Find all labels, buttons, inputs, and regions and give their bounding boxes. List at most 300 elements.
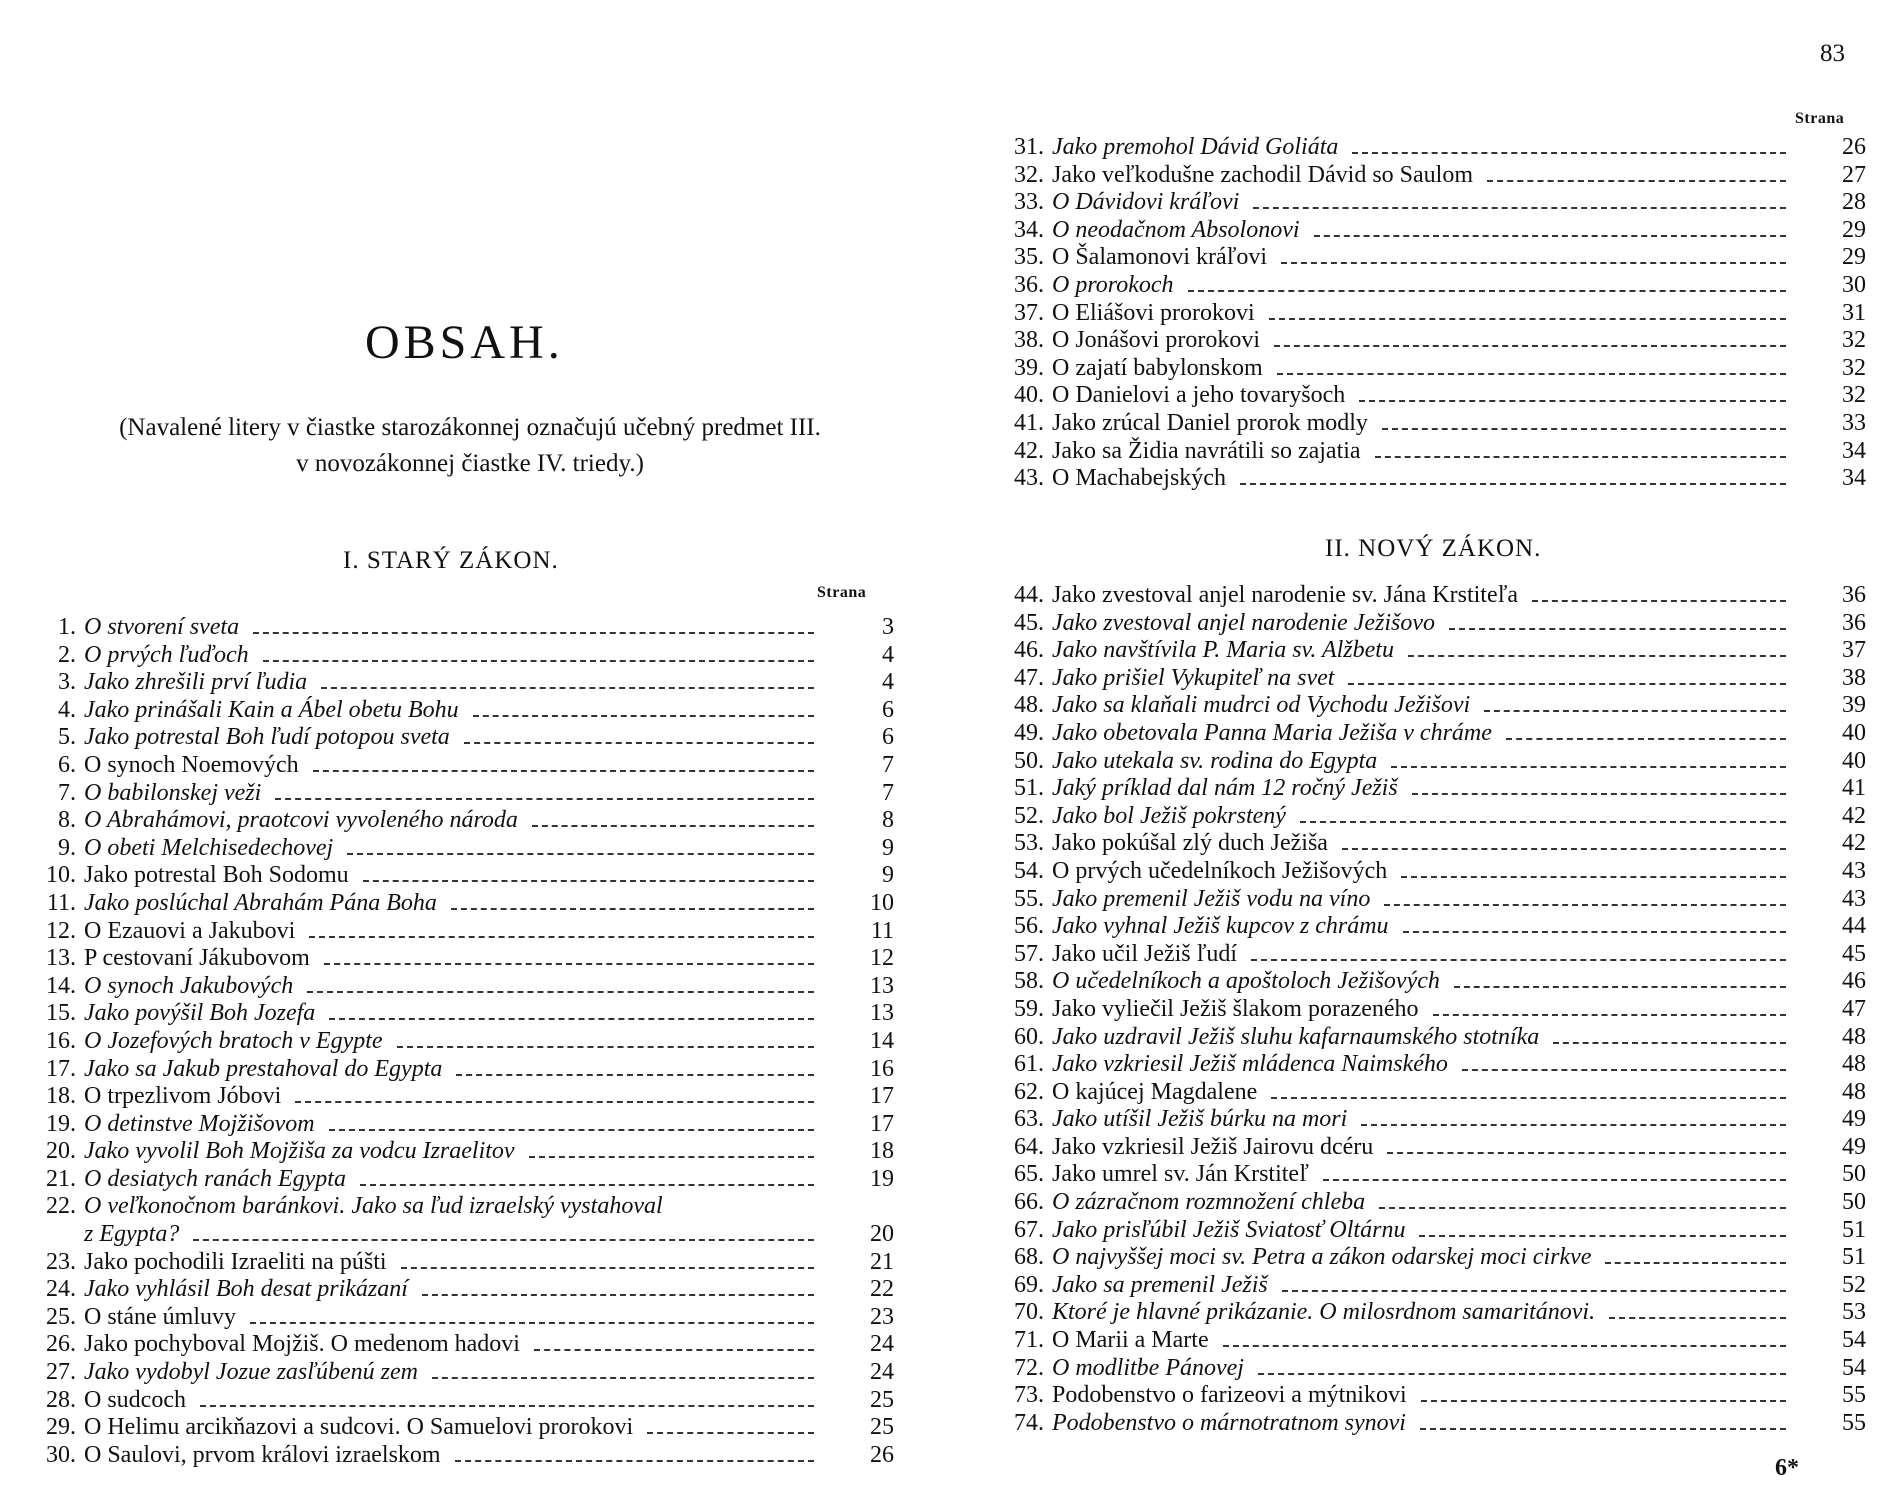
entry-title: O Jonášovi prorokovi (1052, 327, 1260, 354)
entry-title: O Jozefových bratoch v Egypte (84, 1027, 383, 1054)
toc-entry (26, 1111, 894, 1139)
entry-title: Jako učil Ježiš ľudí (1052, 940, 1238, 967)
entry-title: O najvyššej moci sv. Petra a zákon odarskej moci cirkve (1052, 1244, 1592, 1271)
entry-title: O veľkonočnom baránkovi. Jako sa ľud izraelský vystahoval (84, 1193, 663, 1220)
entry-page-number: 50 (1842, 1189, 1866, 1216)
dot-leader (1391, 766, 1786, 768)
toc-entry (994, 968, 1866, 996)
entry-page-number: 43 (1842, 885, 1866, 912)
toc-entry (26, 973, 894, 1001)
toc-entry (26, 1276, 894, 1304)
entry-page-number: 17 (870, 1110, 894, 1137)
entry-title: O prvých ľuďoch (84, 641, 249, 668)
entry-page-number: 44 (1842, 913, 1866, 940)
toc-entry (994, 720, 1866, 748)
entry-page-number: 43 (1842, 857, 1866, 884)
toc-entry (994, 438, 1866, 466)
dot-leader (1361, 1124, 1786, 1126)
entry-page-number: 46 (1842, 968, 1866, 995)
entry-number: 7. (58, 779, 76, 806)
toc-entry (994, 272, 1866, 300)
entry-page-number: 54 (1842, 1354, 1866, 1381)
dot-leader (1258, 1373, 1786, 1375)
dot-leader (1401, 876, 1786, 878)
entry-number: 19. (46, 1110, 76, 1137)
toc-entry (994, 355, 1866, 383)
toc-entry (26, 1083, 894, 1111)
section-heading-old-testament: I. STARÝ ZÁKON. (343, 547, 559, 574)
dot-leader (193, 1239, 814, 1241)
dot-leader (464, 742, 814, 744)
toc-entry (26, 890, 894, 918)
toc-list-old-testament-part1 (26, 614, 894, 1469)
dot-leader (347, 853, 814, 855)
toc-entry (994, 1382, 1866, 1410)
entry-page-number: 14 (870, 1027, 894, 1054)
entry-number: 51. (1014, 775, 1044, 802)
dot-leader (250, 1322, 814, 1324)
dot-leader (1382, 428, 1786, 430)
dot-leader (1609, 1317, 1786, 1319)
entry-number: 68. (1014, 1244, 1044, 1271)
entry-number: 62. (1014, 1078, 1044, 1105)
dot-leader (401, 1267, 814, 1269)
entry-title: Jako premohol Dávid Goliáta (1052, 134, 1339, 160)
entry-page-number: 22 (870, 1276, 894, 1303)
dot-leader (1277, 373, 1786, 375)
entry-title: Jako umrel sv. Ján Krstiteľ (1052, 1161, 1309, 1188)
entry-number: 63. (1014, 1106, 1044, 1133)
toc-entry (994, 1051, 1866, 1079)
entry-title: O Dávidovi kráľovi (1052, 189, 1240, 216)
dot-leader (1314, 235, 1786, 237)
dot-leader (307, 991, 814, 993)
toc-entry (26, 642, 894, 670)
entry-number: 70. (1014, 1299, 1044, 1326)
toc-entry (26, 1304, 894, 1332)
toc-entry (26, 669, 894, 697)
entry-number: 38. (1014, 327, 1044, 354)
entry-title: Jako uzdravil Ježiš sluhu kafarnaumského stotníka (1052, 1023, 1540, 1050)
dot-leader (1433, 1014, 1786, 1016)
dot-leader (432, 1377, 814, 1379)
entry-page-number: 18 (870, 1138, 894, 1165)
entry-title: O Ezauovi a Jakubovi (84, 917, 296, 944)
entry-page-number: 36 (1842, 582, 1866, 608)
toc-entry (994, 748, 1866, 776)
entry-page-number: 16 (870, 1055, 894, 1082)
entry-title: O Machabejských (1052, 465, 1226, 492)
dot-leader (456, 1074, 814, 1076)
entry-title: Jako prišiel Vykupiteľ na svet (1052, 664, 1335, 691)
toc-entry (26, 614, 894, 642)
entry-page-number: 30 (1842, 271, 1866, 298)
entry-page-number: 38 (1842, 664, 1866, 691)
entry-page-number: 48 (1842, 1051, 1866, 1078)
entry-page-number: 29 (1842, 244, 1866, 271)
entry-page-number: 40 (1842, 719, 1866, 746)
entry-title: Jako vzkriesil Ježiš mládenca Naimského (1052, 1051, 1448, 1078)
entry-number: 49. (1014, 719, 1044, 746)
dot-leader (309, 936, 814, 938)
entry-title: Jako povýšil Boh Jozefa (84, 1000, 316, 1027)
entry-title: Podobenstvo o márnotratnom synovi (1052, 1409, 1406, 1436)
entry-number: 25. (46, 1303, 76, 1330)
toc-entry (994, 1024, 1866, 1052)
entry-page-number: 48 (1842, 1023, 1866, 1050)
entry-page-number: 40 (1842, 747, 1866, 774)
dot-leader (1375, 456, 1786, 458)
entry-number: 56. (1014, 913, 1044, 940)
entry-number: 72. (1014, 1354, 1044, 1381)
entry-number: 12. (46, 917, 76, 944)
entry-page-number: 6 (882, 724, 894, 751)
entry-title: Jako utíšil Ježiš búrku na mori (1052, 1106, 1348, 1133)
entry-number: 59. (1014, 995, 1044, 1022)
entry-title: Jaký príklad dal nám 12 ročný Ježiš (1052, 775, 1398, 802)
entry-number: 18. (46, 1083, 76, 1110)
entry-number: 36. (1014, 271, 1044, 298)
dot-leader (1420, 1428, 1786, 1430)
entry-number: 52. (1014, 802, 1044, 829)
entry-title: O synoch Jakubových (84, 972, 294, 999)
toc-entry (26, 780, 894, 808)
dot-leader (455, 1460, 814, 1462)
toc-list-old-testament-part2 (994, 134, 1866, 493)
entry-page-number: 4 (882, 641, 894, 668)
entry-number: 44. (1014, 582, 1044, 608)
dot-leader (1384, 904, 1786, 906)
entry-title: O prvých učedelníkoch Ježišových (1052, 857, 1388, 884)
entry-title: O stvorení sveta (84, 614, 240, 640)
entry-number: 67. (1014, 1216, 1044, 1243)
entry-number: 57. (1014, 940, 1044, 967)
entry-number: 6. (58, 751, 76, 778)
entry-number: 13. (46, 945, 76, 972)
page-column-label: Strana (1795, 110, 1845, 127)
toc-entry (26, 697, 894, 725)
entry-title: Podobenstvo o farizeovi a mýtnikovi (1052, 1382, 1407, 1409)
entry-number: 71. (1014, 1327, 1044, 1354)
entry-title: Jako utekala sv. rodina do Egypta (1052, 747, 1378, 774)
toc-entry (26, 1414, 894, 1442)
dot-leader (363, 880, 814, 882)
entry-number: 66. (1014, 1189, 1044, 1216)
dot-leader (275, 798, 814, 800)
toc-entry (994, 1410, 1866, 1438)
note (30, 410, 910, 482)
entry-number: 46. (1014, 637, 1044, 664)
toc-entry (994, 582, 1866, 610)
toc-entry (26, 1221, 894, 1249)
entry-title: O zázračnom rozmnožení chleba (1052, 1189, 1366, 1216)
entry-title: O kajúcej Magdalene (1052, 1078, 1258, 1105)
entry-title: O obeti Melchisedechovej (84, 834, 334, 861)
entry-page-number: 53 (1842, 1299, 1866, 1326)
dot-leader (1408, 655, 1786, 657)
entry-title: Jako zhrešili prví ľudia (84, 669, 308, 696)
toc-entry (994, 300, 1866, 328)
entry-number: 32. (1014, 161, 1044, 188)
entry-page-number: 42 (1842, 830, 1866, 857)
entry-page-number: 24 (870, 1331, 894, 1358)
entry-page-number: 7 (882, 751, 894, 778)
entry-title: O zajatí babylonskom (1052, 354, 1263, 381)
toc-entry (26, 724, 894, 752)
entry-number: 4. (58, 696, 76, 723)
entry-page-number: 45 (1842, 940, 1866, 967)
toc-entry (26, 807, 894, 835)
entry-number: 23. (46, 1248, 76, 1275)
entry-title: Jako zvestoval anjel narodenie sv. Jána Krstiteľa (1052, 582, 1519, 608)
toc-entry (994, 1161, 1866, 1189)
entry-title: P cestovaní Jákubovom (84, 945, 310, 972)
entry-page-number: 26 (870, 1441, 894, 1468)
entry-page-number: 32 (1842, 327, 1866, 354)
entry-number: 10. (46, 862, 76, 889)
toc-entry (994, 465, 1866, 493)
toc-entry (994, 803, 1866, 831)
dot-leader (1253, 207, 1786, 209)
entry-title: Jako vzkriesil Ježiš Jairovu dcéru (1052, 1133, 1374, 1160)
entry-page-number: 11 (870, 917, 894, 944)
entry-page-number: 25 (870, 1414, 894, 1441)
entry-number: 3. (58, 669, 76, 696)
entry-page-number: 27 (1842, 161, 1866, 188)
entry-title: Jako pochyboval Mojžiš. O medenom hadovi (84, 1331, 520, 1358)
entry-number: 20. (46, 1138, 76, 1165)
dot-leader (1300, 821, 1786, 823)
entry-title: Jako vyhlásil Boh desat prikázaní (84, 1276, 408, 1303)
toc-entry (994, 217, 1866, 245)
entry-page-number: 34 (1842, 437, 1866, 464)
entry-title: O synoch Noemových (84, 751, 299, 778)
entry-number: 74. (1014, 1409, 1044, 1436)
entry-title: O Marii a Marte (1052, 1327, 1209, 1354)
dot-leader (1379, 1207, 1786, 1209)
entry-page-number: 55 (1842, 1409, 1866, 1436)
entry-number: 9. (58, 834, 76, 861)
entry-title: Jako sa Jakub prestahoval do Egypta (84, 1055, 443, 1082)
entry-number: 8. (58, 807, 76, 834)
entry-title: O modlitbe Pánovej (1052, 1354, 1244, 1381)
entry-number: 2. (58, 641, 76, 668)
entry-title: Jako vyvolil Boh Mojžiša za vodcu Izraelitov (84, 1138, 515, 1165)
entry-title: O sudcoch (84, 1386, 186, 1413)
entry-page-number: 6 (882, 696, 894, 723)
dot-leader (1348, 683, 1786, 685)
toc-entry (994, 1244, 1866, 1272)
entry-title: O Helimu arcikňazovi a sudcovi. O Samuelovi prorokovi (84, 1414, 634, 1441)
entry-page-number: 54 (1842, 1327, 1866, 1354)
entry-page-number: 12 (870, 945, 894, 972)
entry-page-number: 25 (870, 1386, 894, 1413)
entry-title: O prorokoch (1052, 271, 1174, 298)
toc-entry (26, 862, 894, 890)
entry-title: O stáne úmluvy (84, 1303, 236, 1330)
dot-leader (1403, 931, 1786, 933)
dot-leader (1251, 959, 1786, 961)
dot-leader (1419, 1235, 1786, 1237)
toc-entry (994, 327, 1866, 355)
toc-entry (994, 610, 1866, 638)
dot-leader (313, 770, 814, 772)
dot-leader (324, 963, 814, 965)
dot-leader (647, 1432, 814, 1434)
toc-entry (26, 1387, 894, 1415)
entry-number: 64. (1014, 1133, 1044, 1160)
entry-title: O desiatych ranách Egypta (84, 1165, 346, 1192)
entry-number: 29. (46, 1414, 76, 1441)
entry-title: O Eliášovi prorokovi (1052, 299, 1255, 326)
dot-leader (1359, 400, 1786, 402)
toc-entry (994, 665, 1866, 693)
entry-title: Jako pokúšal zlý duch Ježiša (1052, 830, 1328, 857)
dot-leader (1323, 1179, 1786, 1181)
note-line-2: v novozákonnej čiastke IV. triedy.) (296, 450, 644, 477)
entry-number: 15. (46, 1000, 76, 1027)
dot-leader (360, 1184, 814, 1186)
dot-leader (1605, 1262, 1786, 1264)
dot-leader (1449, 628, 1786, 630)
entry-page-number: 19 (870, 1165, 894, 1192)
entry-title: O trpezlivom Jóbovi (84, 1083, 282, 1110)
dot-leader (1532, 600, 1786, 602)
signature-mark: 6* (1775, 1455, 1799, 1481)
note-line-1: (Navalené litery v čiastke starozákonnej označujú učebný predmet III. (119, 414, 821, 441)
entry-title: Jako potrestal Boh Sodomu (84, 862, 349, 889)
dot-leader (1240, 483, 1786, 485)
toc-entry (994, 1299, 1866, 1327)
dot-leader (295, 1101, 814, 1103)
toc-entry (994, 1134, 1866, 1162)
dot-leader (1274, 345, 1786, 347)
page-number: 83 (1820, 40, 1845, 67)
entry-number: 31. (1014, 134, 1044, 160)
toc-list-new-testament (994, 582, 1866, 1437)
entry-page-number: 34 (1842, 465, 1866, 492)
entry-title: Jako prinášali Kain a Ábel obetu Bohu (84, 696, 459, 723)
dot-leader (422, 1294, 814, 1296)
toc-entry (994, 830, 1866, 858)
toc-entry (26, 1359, 894, 1387)
dot-leader (532, 825, 814, 827)
dot-leader (1352, 152, 1786, 154)
entry-title: O učedelníkoch a apoštoloch Ježišových (1052, 968, 1440, 995)
dot-leader (200, 1405, 814, 1407)
dot-leader (1421, 1400, 1786, 1402)
entry-page-number: 8 (882, 807, 894, 834)
entry-page-number: 49 (1842, 1106, 1866, 1133)
section-heading-new-testament: II. NOVÝ ZÁKON. (1325, 535, 1542, 562)
dot-leader (1271, 1097, 1786, 1099)
dot-leader (1282, 1290, 1786, 1292)
toc-entry (994, 134, 1866, 162)
dot-leader (1281, 262, 1786, 264)
dot-leader (1553, 1042, 1786, 1044)
entry-title: Jako zvestoval anjel narodenie Ježišovo (1052, 609, 1435, 636)
entry-number: 22. (46, 1193, 76, 1220)
entry-number: 45. (1014, 609, 1044, 636)
entry-title: Jako sa premenil Ježiš (1052, 1271, 1268, 1298)
entry-number: 41. (1014, 409, 1044, 436)
entry-page-number: 13 (870, 972, 894, 999)
toc-entry (994, 941, 1866, 969)
entry-number: 30. (46, 1441, 76, 1468)
entry-number: 24. (46, 1276, 76, 1303)
toc-entry (994, 410, 1866, 438)
toc-entry (994, 244, 1866, 272)
entry-title: Jako obetovala Panna Maria Ježiša v chráme (1052, 719, 1492, 746)
toc-entry (994, 1189, 1866, 1217)
entry-number: 28. (46, 1386, 76, 1413)
entry-number: 58. (1014, 968, 1044, 995)
dot-leader (1484, 710, 1786, 712)
entry-page-number: 55 (1842, 1382, 1866, 1409)
entry-page-number: 36 (1842, 609, 1866, 636)
toc-entry (994, 886, 1866, 914)
entry-page-number: 23 (870, 1303, 894, 1330)
dot-leader (1387, 1152, 1786, 1154)
entry-number: 34. (1014, 216, 1044, 243)
entry-page-number: 37 (1842, 637, 1866, 664)
entry-number: 26. (46, 1331, 76, 1358)
toc-entry (994, 913, 1866, 941)
entry-number: 37. (1014, 299, 1044, 326)
toc-entry (26, 1138, 894, 1166)
entry-number: 69. (1014, 1271, 1044, 1298)
dot-leader (1506, 738, 1786, 740)
entry-number: 43. (1014, 465, 1044, 492)
toc-entry (994, 1327, 1866, 1355)
entry-title: Ktoré je hlavné prikázanie. O milosrdnom samaritánovi. (1052, 1299, 1596, 1326)
entry-page-number: 51 (1842, 1244, 1866, 1271)
entry-number: 17. (46, 1055, 76, 1082)
toc-entry (994, 996, 1866, 1024)
entry-title: O Saulovi, prvom královi izraelskom (84, 1441, 441, 1468)
entry-number: 1. (58, 614, 76, 640)
entry-page-number: 24 (870, 1359, 894, 1386)
entry-title: Jako veľkodušne zachodil Dávid so Saulom (1052, 161, 1474, 188)
entry-page-number: 32 (1842, 382, 1866, 409)
entry-number: 55. (1014, 885, 1044, 912)
dot-leader (1342, 848, 1786, 850)
toc-entry (994, 692, 1866, 720)
entry-title: O Šalamonovi kráľovi (1052, 244, 1268, 271)
entry-title: Jako vydobyl Jozue zasľúbenú zem (84, 1359, 418, 1386)
entry-page-number: 51 (1842, 1216, 1866, 1243)
entry-page-number: 47 (1842, 995, 1866, 1022)
entry-title: O detinstve Mojžišovom (84, 1110, 315, 1137)
dot-leader (321, 687, 814, 689)
entry-page-number: 9 (882, 862, 894, 889)
entry-title: z Egypta? (84, 1221, 180, 1248)
toc-entry (994, 637, 1866, 665)
entry-title: Jako poslúchal Abrahám Pána Boha (84, 889, 437, 916)
toc-entry (26, 1056, 894, 1084)
toc-entry (994, 1079, 1866, 1107)
entry-number: 47. (1014, 664, 1044, 691)
entry-title: O neodačnom Absolonovi (1052, 216, 1300, 243)
entry-title: Jako pochodili Izraeliti na púšti (84, 1248, 387, 1275)
dot-leader (1188, 290, 1786, 292)
dot-leader (253, 632, 814, 634)
toc-entry (26, 1442, 894, 1470)
entry-number: 5. (58, 724, 76, 751)
toc-entry (994, 189, 1866, 217)
entry-page-number: 48 (1842, 1078, 1866, 1105)
entry-title: O Danielovi a jeho tovaryšoch (1052, 382, 1346, 409)
